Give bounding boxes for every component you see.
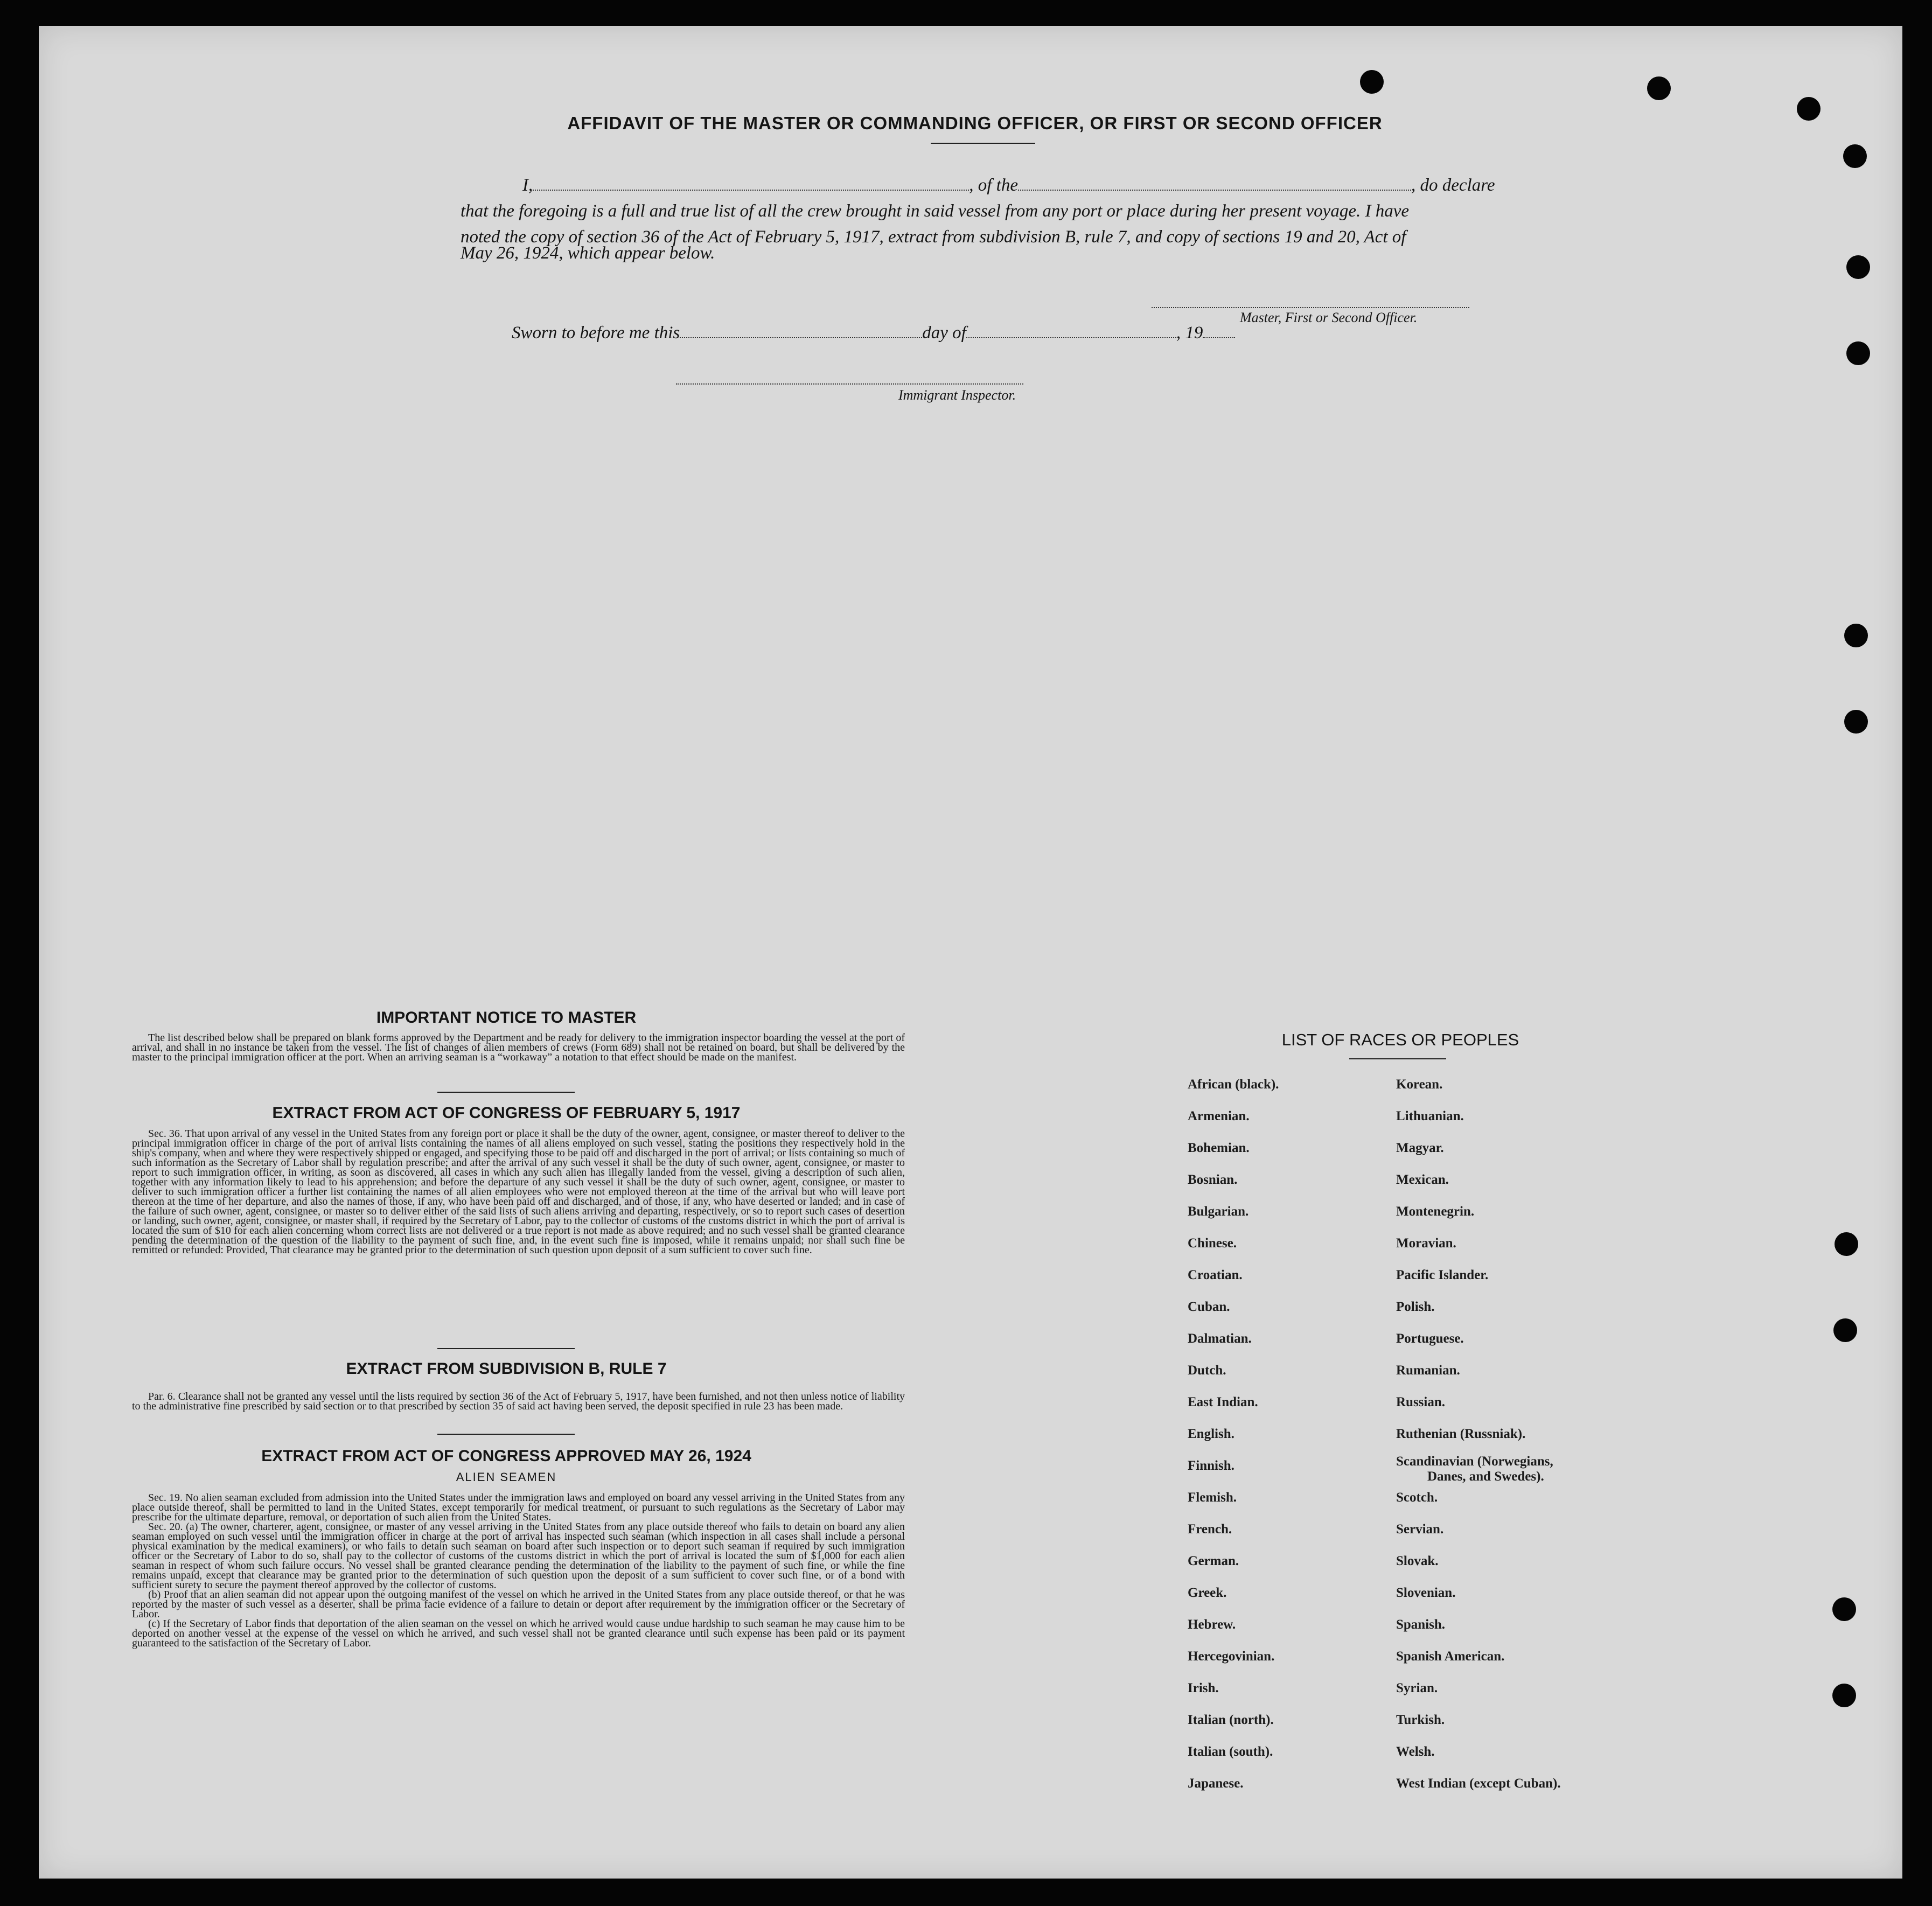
sworn-text: Sworn to before me this [512, 323, 680, 343]
race-item: Spanish American. [1396, 1649, 1505, 1664]
extract-1917-title: EXTRACT FROM ACT OF CONGRESS OF FEBRUARY 5, 1917 [272, 1104, 741, 1122]
race-item: Polish. [1396, 1300, 1435, 1314]
affidavit-of-the: , of the [969, 176, 1018, 195]
race-item: Spanish. [1396, 1617, 1446, 1632]
sworn-month-blank[interactable] [966, 325, 1176, 338]
sec-20b-paragraph: (b) Proof that an alien seaman did not appear upon the outgoing manifest of the vessel on which he arrived in the United States from any place outside thereof, or that he was reported by the master of such vessel as a deserter, shall be prima facie evidence of a failure to detain or deport after requirement by the immigration officer or the Secretary of Labor. [132, 1589, 905, 1620]
inspector-signature-line[interactable] [676, 383, 1023, 385]
extract-rule7-title: EXTRACT FROM SUBDIVISION B, RULE 7 [346, 1360, 667, 1378]
master-signature-line[interactable] [1152, 307, 1469, 308]
punch-hole [1844, 710, 1868, 734]
race-item: Croatian. [1188, 1268, 1243, 1282]
title-rule [931, 143, 1035, 144]
race-item: Rumanian. [1396, 1363, 1460, 1378]
sec-19-paragraph: Sec. 19. No alien seaman excluded from admission into the United States under the immigration laws and employed on board any vessel arriving in the United States from any place outside thereof, shall be permitted to land in the United States, except temporarily for medical treatment, or pursuant to such regulations as the Secretary of Labor may prescribe for the ultimate departure, removal, or deportation of such alien from the United States. [132, 1492, 905, 1523]
affidavit-i: I, [522, 176, 533, 195]
affidavit-line-1 [522, 176, 1495, 196]
punch-hole [1833, 1318, 1857, 1342]
race-item: East Indian. [1188, 1395, 1258, 1409]
race-item: Russian. [1396, 1395, 1446, 1409]
punch-hole [1360, 70, 1384, 94]
race-item: Japanese. [1188, 1776, 1244, 1791]
punch-hole [1835, 1232, 1858, 1256]
punch-hole [1846, 255, 1870, 279]
punch-hole [1843, 144, 1867, 168]
race-item: Mexican. [1396, 1172, 1449, 1187]
race-item: English. [1188, 1427, 1234, 1441]
race-item: Dalmatian. [1188, 1331, 1252, 1346]
race-item: Italian (north). [1188, 1713, 1274, 1727]
race-item: Bohemian. [1188, 1141, 1250, 1155]
notice-paragraph: The list described below shall be prepared on blank forms approved by the Department and be ready for delivery to the immigration inspector boarding the vessel at the port of arrival, and shall in no instance be taken from the vessel. The list of changes of alien members of crews (Form 689) shall not be retained on board, but shall be delivered by the master to the principal immigration officer at the port. When an arriving seaman is a “workaway” a notation to that effect should be made on the manifest. [132, 1032, 905, 1063]
race-item: Cuban. [1188, 1300, 1230, 1314]
extract-1924-text [132, 1493, 905, 1648]
sec-36-paragraph: Sec. 36. That upon arrival of any vessel in the United States from any foreign port or place it shall be the duty of the owner, agent, consignee, or master thereof to deliver to the principal immigration officer in charge of the port of arrival lists containing the names of all aliens employed on such vessel, stating the positions they respectively hold in the ship's company, when and where they were respectively shipped or engaged, and specifying those to be paid off and discharged in the port of arrival; or lists containing so much of such information as the Secretary of Labor shall by regulation prescribe; and after the arrival of any such vessel it shall be the duty of such owner, agent, consignee, or master to report to such immigration officer, in writing, as soon as discovered, all cases in which any such alien has illegally landed from the vessel, giving a description of such alien, together with any information likely to lead to his apprehension; and before the departure of any such vessel it shall be the duty of such owner, agent, consignee, or master to deliver to such immigration officer a further list containing the names of all alien employees who were not employed thereon at the time of the arrival but who will leave port thereon at the time of her departure, and also the names of those, if any, who have been paid off and discharged, and of those, if any, who have deserted or landed; and in case of the failure of such owner, agent, consignee, or master so to deliver either of the said lists of such aliens arriving and departing, respectively, or so to report such cases of desertion or landing, such owner, agent, consignee, or master shall, if required by the Secretary of Labor, pay to the collector of customs of the customs district in which the port of arrival is located the sum of $10 for each alien concerning whom correct lists are not delivered or a true report is not made as above required; and no such vessel shall be granted clearance pending the determination of the question of the liability to the payment of such fine, and, in the event such fine is imposed, while it remains unpaid; nor shall such fine be remitted or refunded: Provided, That clearance may be granted prior to the determination of such question upon deposit of a sum sufficient to cover such fine. [132, 1128, 905, 1256]
affidavit-do-declare: , do declare [1411, 176, 1495, 195]
race-item: Portuguese. [1396, 1331, 1464, 1346]
extract-1924-title: EXTRACT FROM ACT OF CONGRESS APPROVED MAY 26, 1924 [261, 1447, 751, 1465]
sworn-day-of: day of [922, 323, 966, 343]
race-item: Hebrew. [1188, 1617, 1236, 1632]
race-item-continuation: Danes, and Swedes). [1427, 1469, 1544, 1484]
affidavit-line-3: noted the copy of section 36 of the Act of February 5, 1917, extract from subdivision B, rule 7, and copy of sections 19 and 20, Act of [461, 227, 1406, 247]
master-signature-caption: Master, First or Second Officer. [1240, 310, 1418, 325]
sworn-year-blank[interactable] [1203, 325, 1235, 338]
race-item: Pacific Islander. [1396, 1268, 1489, 1282]
race-item: Moravian. [1396, 1236, 1456, 1251]
race-item: Scandinavian (Norwegians, [1396, 1454, 1553, 1469]
race-item: Ruthenian (Russniak). [1396, 1427, 1526, 1441]
races-title: LIST OF RACES OR PEOPLES [1281, 1030, 1519, 1049]
punch-hole [1844, 624, 1868, 647]
affidavit-title: AFFIDAVIT OF THE MASTER OR COMMANDING OFFICER, OR FIRST OR SECOND OFFICER [567, 113, 1383, 133]
punch-hole [1846, 341, 1870, 365]
race-item: Servian. [1396, 1522, 1444, 1537]
section-rule [437, 1348, 575, 1349]
races-title-rule [1349, 1058, 1446, 1059]
inspector-caption: Immigrant Inspector. [898, 387, 1016, 403]
notice-title: IMPORTANT NOTICE TO MASTER [376, 1009, 637, 1027]
race-item: Dutch. [1188, 1363, 1226, 1378]
race-item: Bulgarian. [1188, 1204, 1249, 1219]
race-item: Italian (south). [1188, 1744, 1273, 1759]
par-6-paragraph: Par. 6. Clearance shall not be granted any vessel until the lists required by section 36 of the Act of February 5, 1917, have been furnished, and not then unless notice of liability to the administrative fine prescribed by said section or to that prescribed by section 35 of said act having been served, the deposit specified in rule 23 has been made. [132, 1391, 905, 1412]
punch-hole [1832, 1684, 1856, 1707]
race-item: Slovenian. [1396, 1586, 1456, 1600]
race-item: Lithuanian. [1396, 1109, 1464, 1123]
affidavit-line-2: that the foregoing is a full and true list of all the crew brought in said vessel from any port or place during her present voyage. I have [461, 201, 1410, 221]
notice-text [132, 1033, 905, 1062]
punch-hole [1647, 76, 1671, 100]
vessel-blank[interactable] [1018, 178, 1411, 191]
alien-seamen-subtitle: ALIEN SEAMEN [456, 1470, 557, 1484]
sec-20a-paragraph: Sec. 20. (a) The owner, charterer, agent, consignee, or master of any vessel arriving in the United States from any place outside thereof who fails to detain on board any alien seaman employed on such vessel until the immigration officer in charge at the port of arrival has inspected such seaman (which inspection in all cases shall include a personal physical examination by the medical examiners), or who fails to detain such seaman on board after such inspection or to deport such seaman if required by such immigration officer or the Secretary of Labor to do so, shall pay to the collector of customs of the customs district in which the port of arrival is located the sum of $1,000 for each alien seaman in respect of whom such failure occurs. No vessel shall be granted clearance pending the determination of the liability to the payment of such fine, or while the fine remains unpaid, except that clearance may be granted prior to the determination of such question upon the deposit of a sum sufficient to cover such fine, or of a bond with sufficient surety to secure the payment thereof approved by the collector of customs. [132, 1521, 905, 1591]
affidavit-line-4: May 26, 1924, which appear below. [461, 243, 715, 263]
race-item: Magyar. [1396, 1141, 1444, 1155]
race-item: Greek. [1188, 1586, 1227, 1600]
race-item: German. [1188, 1554, 1239, 1568]
race-item: Flemish. [1188, 1490, 1237, 1505]
race-item: African (black). [1188, 1077, 1279, 1092]
extract-1917-text [132, 1129, 905, 1255]
race-item: French. [1188, 1522, 1232, 1537]
sworn-day-blank[interactable] [680, 325, 922, 338]
race-item: Chinese. [1188, 1236, 1237, 1251]
sworn-year: , 19 [1176, 323, 1203, 343]
section-rule [437, 1092, 575, 1093]
punch-hole [1797, 97, 1821, 121]
extract-rule7-text [132, 1392, 905, 1411]
race-item: Korean. [1396, 1077, 1443, 1092]
race-item: Armenian. [1188, 1109, 1250, 1123]
race-item: Montenegrin. [1396, 1204, 1475, 1219]
race-item: Irish. [1188, 1681, 1219, 1695]
sworn-line [512, 323, 1235, 343]
section-rule [437, 1434, 575, 1435]
race-item: Slovak. [1396, 1554, 1439, 1568]
race-item: Welsh. [1396, 1744, 1435, 1759]
sec-20c-paragraph: (c) If the Secretary of Labor finds that deportation of the alien seaman on the vessel on which he arrived would cause undue hardship to such seaman he may cause him to be deported on another vessel at the expense of the vessel on which he arrived, and such vessel shall not be granted clearance until such expense has been paid or its payment guaranteed to the satisfaction of the Secretary of Labor. [132, 1618, 905, 1649]
race-item: Scotch. [1396, 1490, 1438, 1505]
race-item: Bosnian. [1188, 1172, 1238, 1187]
name-blank[interactable] [533, 178, 969, 191]
race-item: Turkish. [1396, 1713, 1445, 1727]
punch-hole [1832, 1597, 1856, 1621]
race-item: Hercegovinian. [1188, 1649, 1275, 1664]
race-item: Syrian. [1396, 1681, 1438, 1695]
race-item: West Indian (except Cuban). [1396, 1776, 1561, 1791]
race-item: Finnish. [1188, 1458, 1234, 1473]
